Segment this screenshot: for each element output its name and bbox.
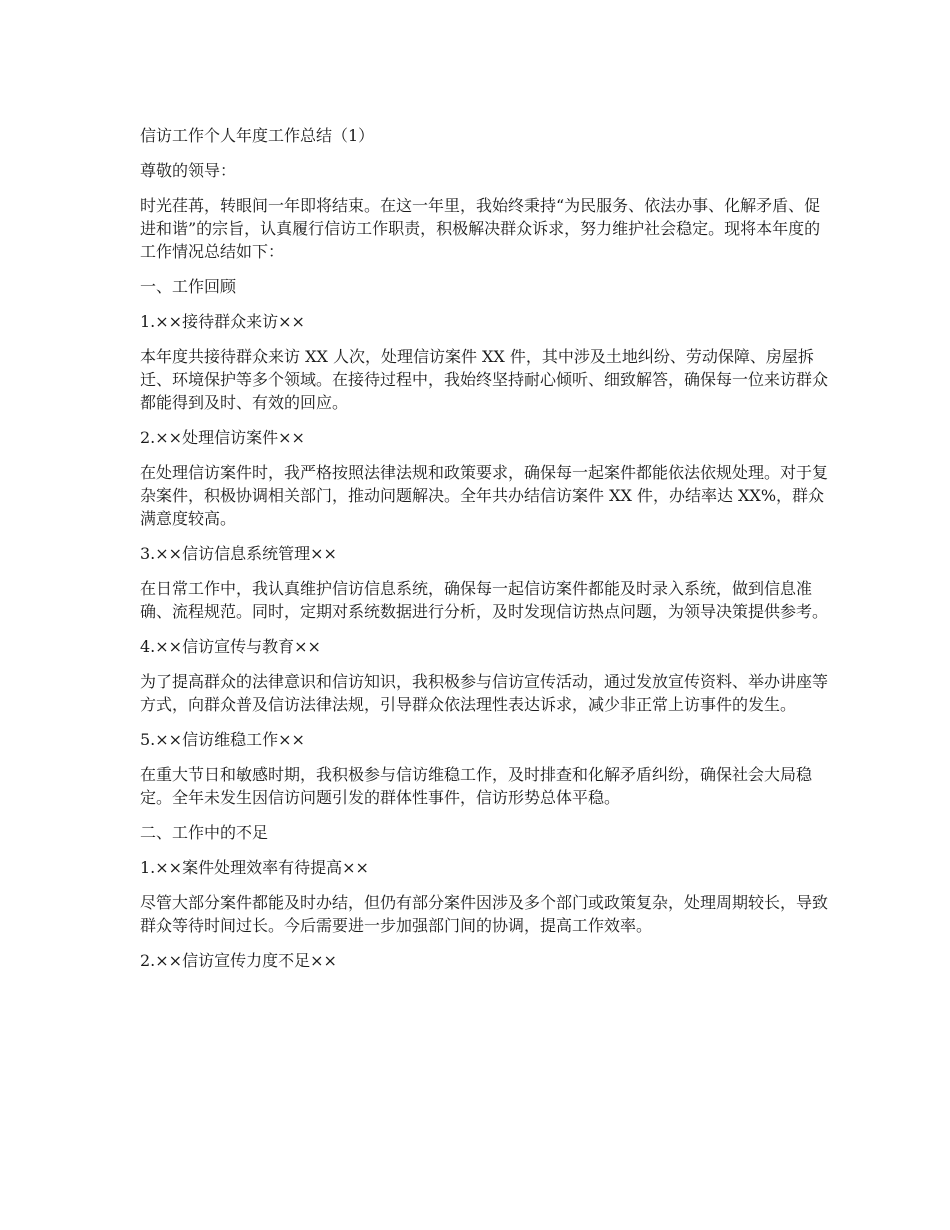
section-heading-review: 一、工作回顾	[140, 277, 237, 296]
section-heading-shortcomings: 二、工作中的不足	[140, 823, 269, 842]
document-page	[140, 124, 830, 984]
item-heading-reception: 1.××接待群众来访××	[140, 312, 305, 331]
item-body-info-system: 在日常工作中，我认真维护信访信息系统，确保每一起信访案件都能及时录入系统，做到信息准确、流程规范。同时，定期对系统数据进行分析，及时发现信访热点问题，为领导决策提供参考。	[140, 579, 829, 621]
item-body-case-handling: 在处理信访案件时，我严格按照法律法规和政策要求，确保每一起案件都能依法依规处理。对于复杂案件，积极协调相关部门，推动问题解决。全年共办结信访案件 XX 件，办结率达 XX%，群众满意度较高。	[140, 463, 829, 528]
document-title: 信访工作个人年度工作总结（1）	[140, 126, 375, 145]
item-body-stability: 在重大节日和敏感时期，我积极参与信访维稳工作，及时排查和化解矛盾纠纷，确保社会大局稳定。全年未发生因信访问题引发的群体性事件，信访形势总体平稳。	[140, 765, 813, 807]
salutation: 尊敬的领导：	[140, 161, 237, 180]
intro-paragraph: 时光荏苒，转眼间一年即将结束。在这一年里，我始终秉持“为民服务、依法办事、化解矛盾、促进和谐”的宗旨，认真履行信访工作职责，积极解决群众诉求，努力维护社会稳定。现将本年度的工作情况总结如下：	[140, 196, 821, 261]
item-heading-efficiency: 1.××案件处理效率有待提高××	[140, 858, 369, 877]
item-body-reception: 本年度共接待群众来访 XX 人次，处理信访案件 XX 件，其中涉及土地纠纷、劳动保障、房屋拆迁、环境保护等多个领域。在接待过程中，我始终坚持耐心倾听、细致解答，确保每一位来访群众都能得到及时、有效的回应。	[140, 347, 829, 412]
item-body-publicity: 为了提高群众的法律意识和信访知识，我积极参与信访宣传活动，通过发放宣传资料、举办讲座等方式，向群众普及信访法律法规，引导群众依法理性表达诉求，减少非正常上访事件的发生。	[140, 672, 829, 714]
item-heading-publicity-insufficient: 2.××信访宣传力度不足××	[140, 951, 337, 970]
item-heading-case-handling: 2.××处理信访案件××	[140, 428, 305, 447]
item-body-efficiency: 尽管大部分案件都能及时办结，但仍有部分案件因涉及多个部门或政策复杂，处理周期较长，导致群众等待时间过长。今后需要进一步加强部门间的协调，提高工作效率。	[140, 893, 829, 935]
item-heading-stability: 5.××信访维稳工作××	[140, 730, 305, 749]
item-heading-publicity: 4.××信访宣传与教育××	[140, 637, 321, 656]
item-heading-info-system: 3.××信访信息系统管理××	[140, 544, 337, 563]
